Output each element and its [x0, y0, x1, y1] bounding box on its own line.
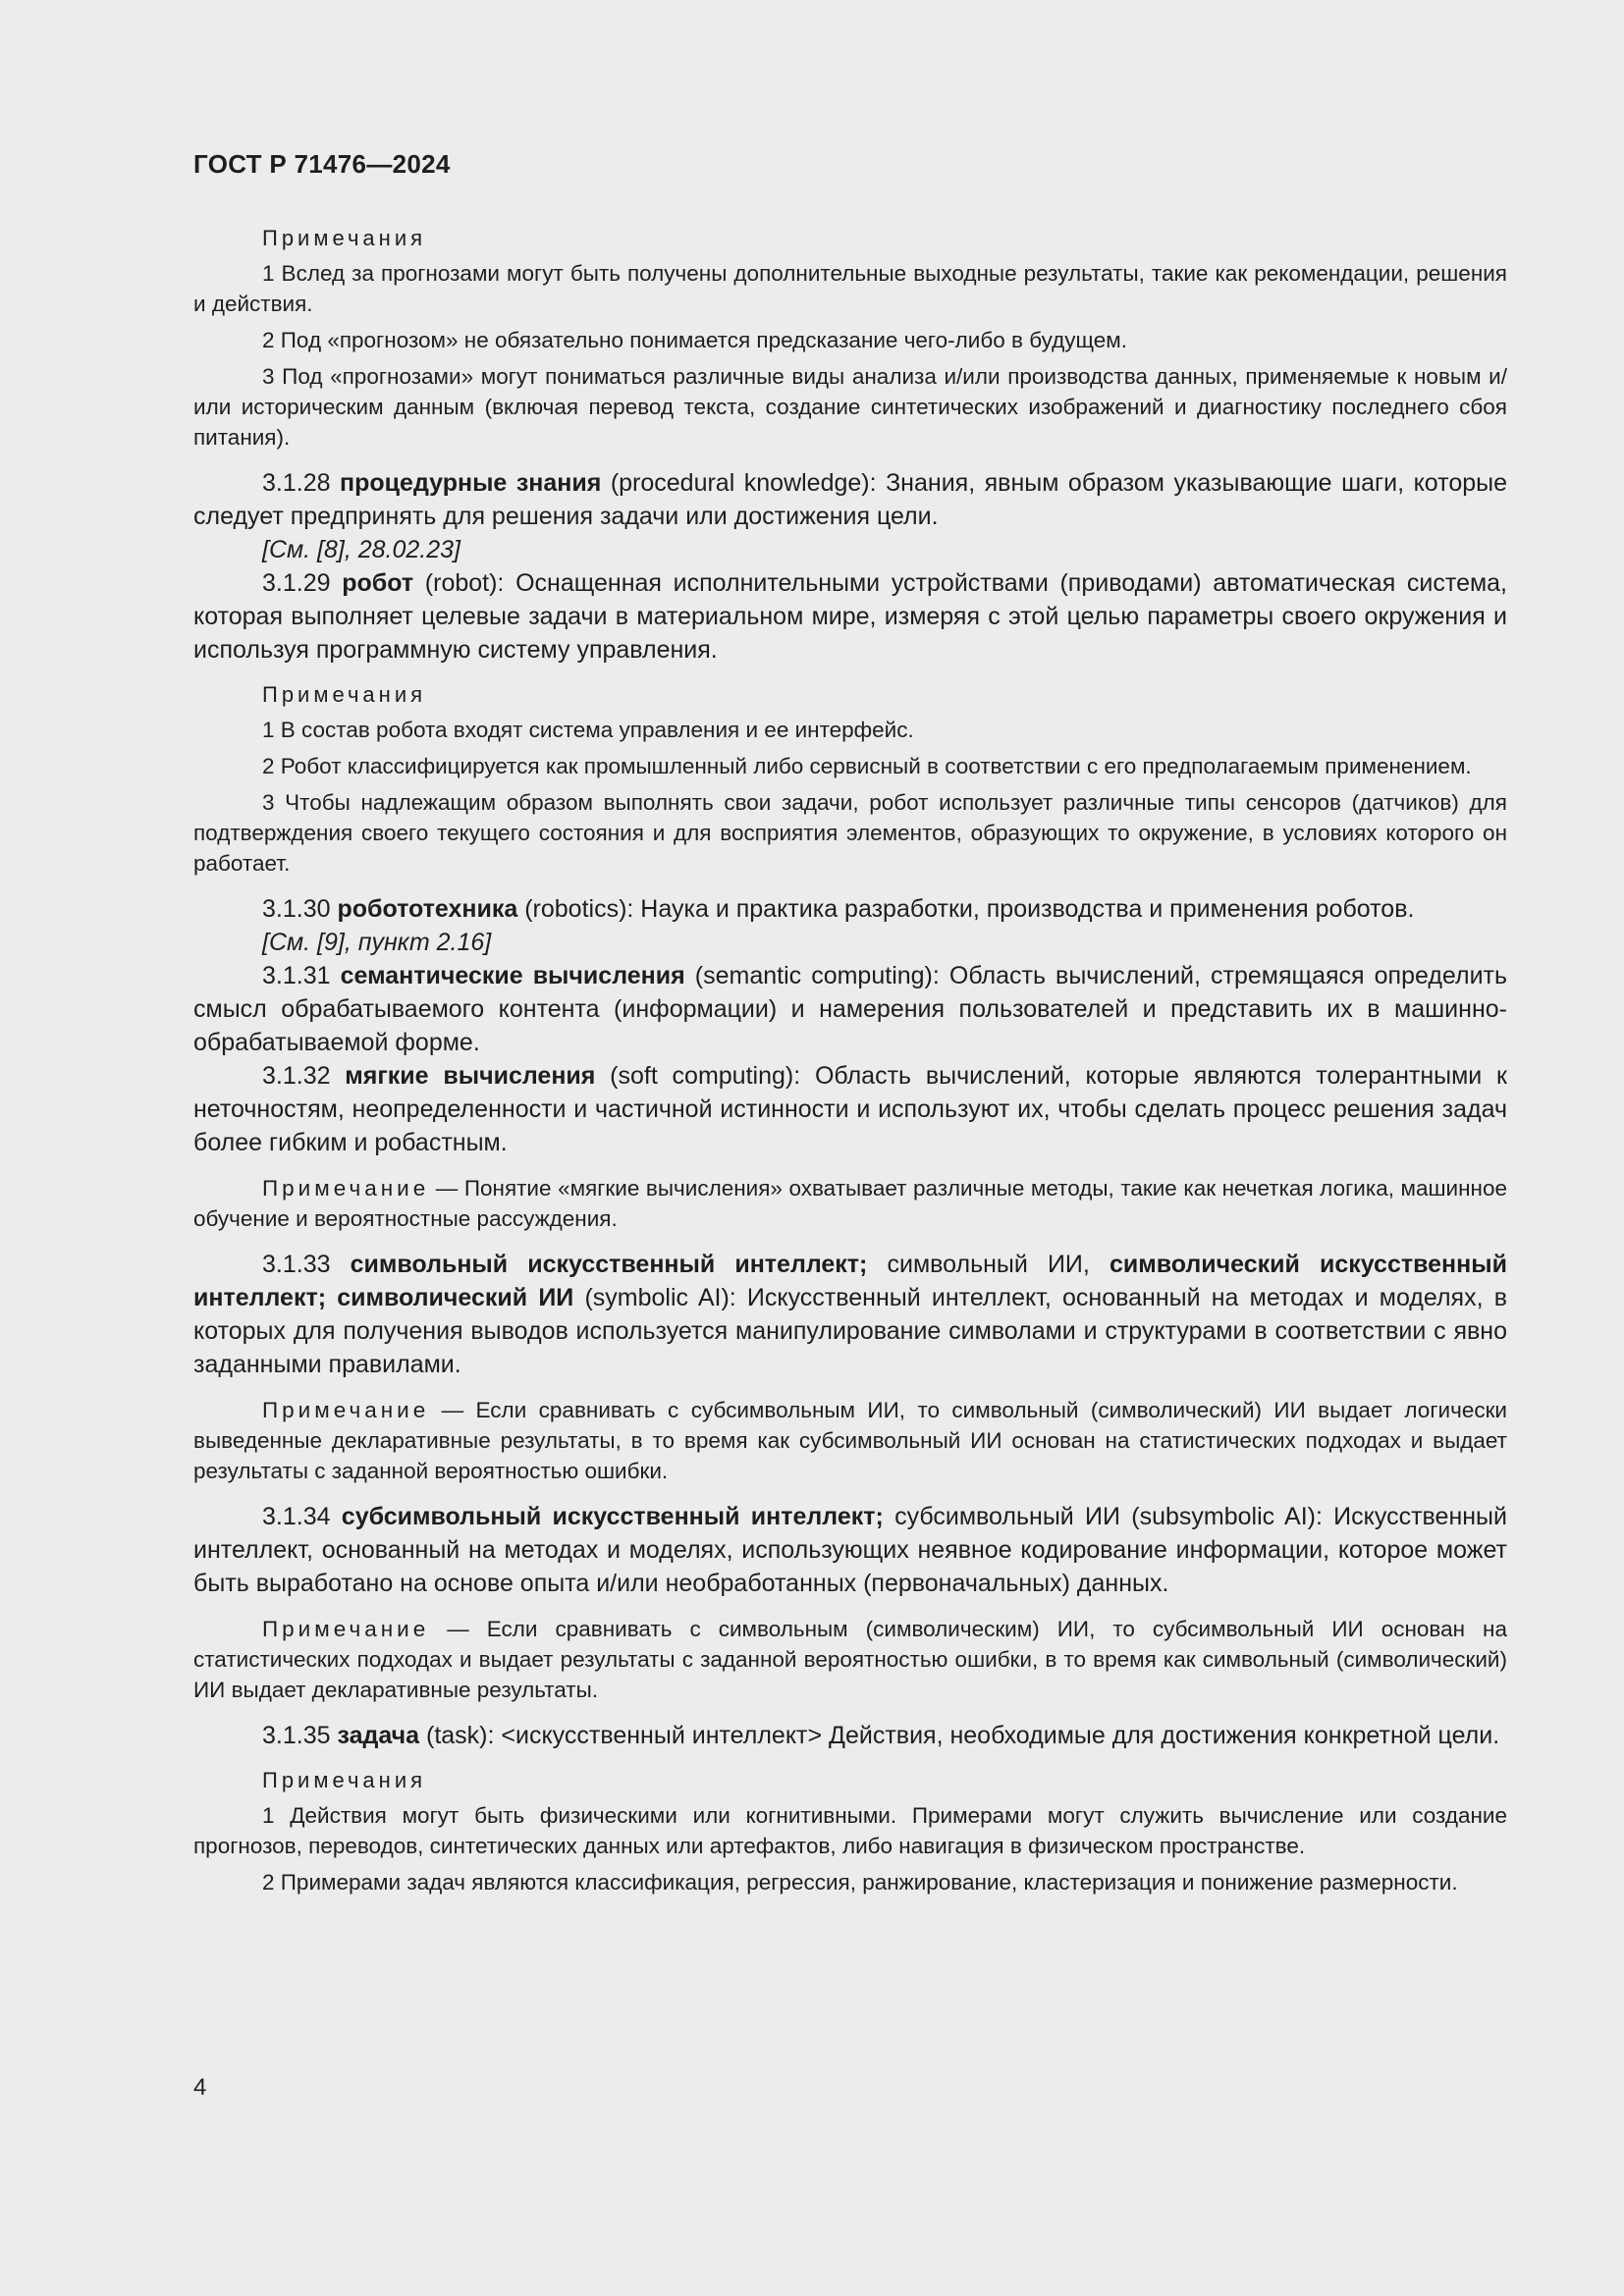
definition-term: символьный искусственный интеллект;	[350, 1251, 868, 1278]
note-paragraph	[193, 1614, 1507, 1705]
definition-term-alt: символический искусственный интеллект; символический ИИ	[193, 1251, 1507, 1311]
definition-number: 3.1.33	[262, 1251, 331, 1278]
definition-3-1-33	[193, 1248, 1507, 1381]
definition-text: (semantic computing): Область вычислений, стремящаяся определить смысл обрабатываемого контента (информации) и намерения пользователей и представить их в машинно-обрабатываемой форме.	[193, 962, 1508, 1056]
definition-term: процедурные знания	[340, 469, 602, 497]
definition-term: субсимвольный искусственный интеллект;	[341, 1503, 884, 1530]
definition-term: мягкие вычисления	[345, 1062, 596, 1090]
note-text: — Если сравнивать с символьным (символическим) ИИ, то субсимвольный ИИ основан на статистических подходах и выдает результаты с заданной вероятностью ошибки, в то время как символьный (символический) ИИ выдает декларативные результаты.	[193, 1617, 1507, 1702]
notes-title: Примечания	[262, 682, 427, 707]
note-label: Примечание	[262, 1398, 430, 1422]
note-label: Примечание	[262, 1176, 430, 1201]
definition-number: 3.1.30	[262, 895, 331, 923]
definition-term: робототехника	[337, 895, 518, 923]
notes-title: Примечания	[262, 226, 427, 250]
definition-term: семантические вычисления	[340, 962, 685, 989]
note-item: 3 Под «прогнозами» могут пониматься различные виды анализа и/или производства данных, применяемые к новым и/или историческим данным (включая перевод текста, создание синтетических изображений и диагностику последнего сбоя питания).	[193, 364, 1507, 450]
definition-reference: [См. [9], пункт 2.16]	[262, 929, 492, 956]
definition-text: (robotics): Наука и практика разработки, производства и применения роботов.	[517, 895, 1415, 923]
note-item: 2 Под «прогнозом» не обязательно понимается предсказание чего-либо в будущем.	[262, 328, 1127, 352]
note-text: — Понятие «мягкие вычисления» охватывает различные методы, такие как нечеткая логика, машинное обучение и вероятностные рассуждения.	[193, 1176, 1507, 1231]
definition-3-1-35	[193, 1719, 1507, 1752]
note-item: 1 В состав робота входят система управления и ее интерфейс.	[262, 718, 914, 742]
note-item: 1 Вслед за прогнозами могут быть получены дополнительные выходные результаты, такие как рекомендации, решения и действия.	[193, 261, 1507, 316]
note-text: — Если сравнивать с субсимвольным ИИ, то символьный (символический) ИИ выдает логически выведенные декларативные результаты, в то время как субсимвольный ИИ основан на статистических подходах и выдает результаты с заданной вероятностью ошибки.	[193, 1398, 1507, 1483]
page-number: 4	[193, 2074, 207, 2101]
page-content	[193, 224, 1507, 1897]
note-label: Примечание	[262, 1617, 430, 1641]
definition-number: 3.1.29	[262, 569, 331, 597]
definition-number: 3.1.31	[262, 962, 331, 989]
definition-3-1-34	[193, 1500, 1507, 1600]
note-item: 2 Примерами задач являются классификация, регрессия, ранжирование, кластеризация и понижение размерности.	[262, 1870, 1458, 1895]
note-item: 2 Робот классифицируется как промышленный либо сервисный в соответствии с его предполагаемым применением.	[262, 754, 1472, 778]
document-header: ГОСТ Р 71476—2024	[193, 149, 451, 179]
definition-3-1-28	[193, 466, 1507, 533]
note-paragraph	[193, 1395, 1507, 1486]
definition-term: робот	[342, 569, 414, 597]
note-item: 3 Чтобы надлежащим образом выполнять свои задачи, робот использует различные типы сенсоров (датчиков) для подтверждения своего текущего состояния и для восприятия элементов, образующих то окружение, в условиях которого он работает.	[193, 790, 1507, 876]
notes-title: Примечания	[262, 1768, 427, 1792]
definition-text: (soft computing): Область вычислений, которые являются толерантными к неточностям, неопределенности и частичной истинности и используют их, чтобы сделать процесс решения задач более гибким и робастным.	[193, 1062, 1507, 1156]
definition-text: (robot): Оснащенная исполнительными устройствами (приводами) автоматическая система, которая выполняет целевые задачи в материальном мире, измеряя с этой целью параметры своего окружения и используя программную систему управления.	[193, 569, 1508, 664]
definition-3-1-30	[193, 892, 1507, 926]
definition-reference: [См. [8], 28.02.23]	[262, 536, 460, 563]
note-item: 1 Действия могут быть физическими или когнитивными. Примерами могут служить вычисление или создание прогнозов, переводов, синтетических данных или артефактов, либо навигация в физическом пространстве.	[193, 1803, 1507, 1858]
definition-number: 3.1.32	[262, 1062, 331, 1090]
definition-text: (symbolic AI): Искусственный интеллект, основанный на методах и моделях, в которых для получения выводов используется манипулирование символами и структурами в соответствии с явно заданными правилами.	[193, 1284, 1507, 1378]
definition-text: субсимвольный ИИ (subsymbolic AI): Искусственный интеллект, основанный на методах и моделях, использующих неявное кодирование информации, которое может быть выработано на основе опыта и/или необработанных (первоначальных) данных.	[193, 1503, 1507, 1597]
definition-text: (task): <искусственный интеллект> Действия, необходимые для достижения конкретной цели.	[419, 1722, 1500, 1749]
definition-number: 3.1.28	[262, 469, 331, 497]
definition-3-1-31	[193, 959, 1507, 1059]
definition-synonym: символьный ИИ,	[867, 1251, 1110, 1278]
definition-number: 3.1.35	[262, 1722, 331, 1749]
note-paragraph	[193, 1173, 1507, 1234]
definition-text: (procedural knowledge): Знания, явным образом указывающие шаги, которые следует предпринять для решения задачи или достижения цели.	[193, 469, 1507, 530]
definition-number: 3.1.34	[262, 1503, 331, 1530]
definition-3-1-32	[193, 1059, 1507, 1159]
definition-term: задача	[337, 1722, 420, 1749]
definition-3-1-29	[193, 566, 1507, 667]
